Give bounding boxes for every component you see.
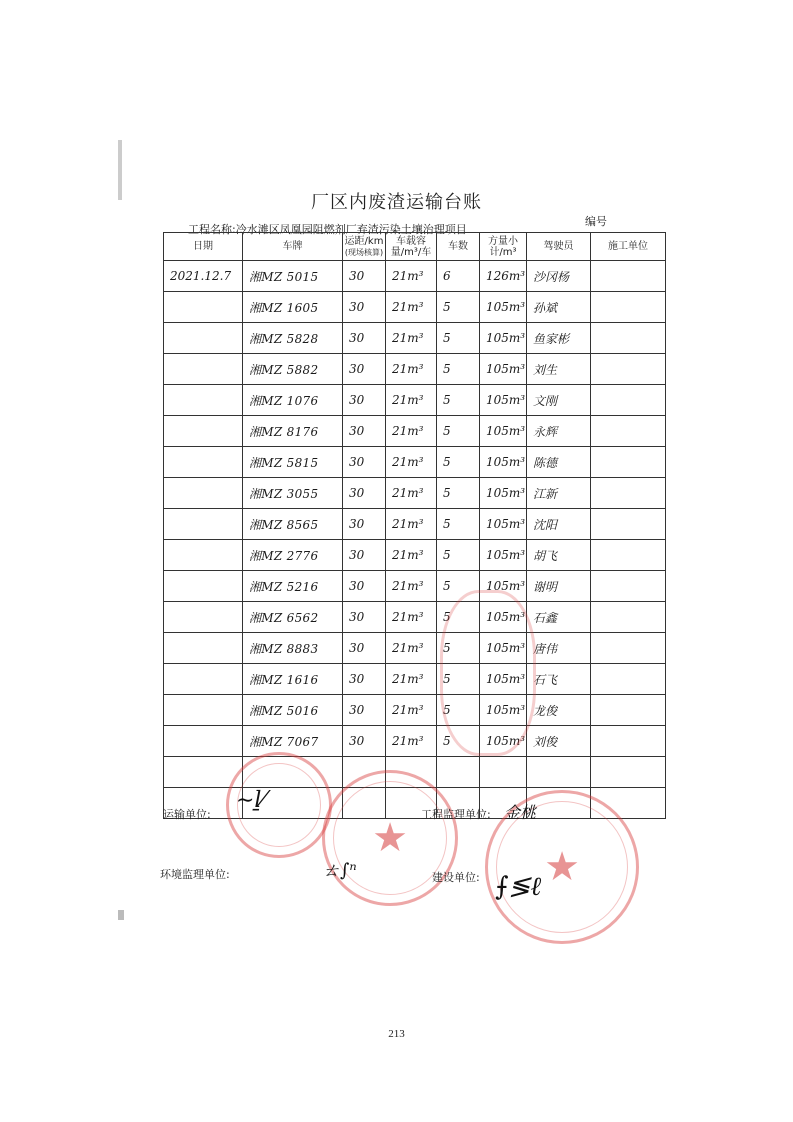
cell-distance: 30 — [343, 323, 386, 354]
cell-driver: 龙俊 — [527, 695, 591, 726]
cell-contractor — [591, 385, 666, 416]
cell-plate: 湘MZ 5216 — [243, 571, 343, 602]
col-header-date: 日期 — [164, 233, 243, 261]
cell-driver — [527, 757, 591, 788]
table-row — [164, 323, 666, 354]
table-row — [164, 261, 666, 292]
cell-plate: 湘MZ 2776 — [243, 540, 343, 571]
cell-date — [164, 292, 243, 323]
col-header-volume: 方量小计/m³ — [480, 233, 527, 261]
cell-contractor — [591, 354, 666, 385]
table-row — [164, 602, 666, 633]
cell-plate: 湘MZ 5828 — [243, 323, 343, 354]
cell-date — [164, 540, 243, 571]
cell-contractor — [591, 571, 666, 602]
cell-capacity: 21m³ — [386, 261, 437, 292]
cell-distance: 30 — [343, 540, 386, 571]
table-row — [164, 385, 666, 416]
cell-capacity: 21m³ — [386, 695, 437, 726]
transport-signature: ∼ḻ⁄ — [236, 788, 266, 813]
cell-capacity: 21m³ — [386, 292, 437, 323]
col-header-capacity: 车载容量/m³/车 — [386, 233, 437, 261]
supervision-unit-label: 工程监理单位: — [421, 808, 491, 821]
cell-contractor — [591, 695, 666, 726]
cell-trips: 5 — [437, 416, 480, 447]
cell-volume: 126m³ — [480, 261, 527, 292]
cell-plate: 湘MZ 5016 — [243, 695, 343, 726]
env-supervision-signature: ㄊ∫ⁿ — [322, 860, 357, 881]
table-row — [164, 292, 666, 323]
cell-capacity: 21m³ — [386, 478, 437, 509]
cell-volume: 105m³ — [480, 447, 527, 478]
transport-unit-label: 运输单位: — [163, 808, 211, 821]
cell-trips: 5 — [437, 571, 480, 602]
cell-distance: 30 — [343, 478, 386, 509]
cell-volume: 105m³ — [480, 602, 527, 633]
cell-trips: 5 — [437, 323, 480, 354]
cell-volume: 105m³ — [480, 292, 527, 323]
cell-date — [164, 509, 243, 540]
cell-driver: 谢明 — [527, 571, 591, 602]
cell-trips: 5 — [437, 633, 480, 664]
table-row — [164, 664, 666, 695]
cell-contractor — [591, 323, 666, 354]
cell-capacity: 21m³ — [386, 602, 437, 633]
cell-driver: 江新 — [527, 478, 591, 509]
cell-driver: 唐伟 — [527, 633, 591, 664]
cell-plate: 湘MZ 1605 — [243, 292, 343, 323]
cell-contractor — [591, 478, 666, 509]
cell-contractor — [591, 726, 666, 757]
cell-date — [164, 354, 243, 385]
col-header-plate: 车牌 — [243, 233, 343, 261]
cell-distance: 30 — [343, 695, 386, 726]
cell-volume: 105m³ — [480, 385, 527, 416]
cell-date — [164, 726, 243, 757]
construction-unit-label: 建设单位: — [432, 871, 480, 884]
table-row — [164, 509, 666, 540]
serial-label: 编号 — [585, 215, 607, 228]
table-row — [164, 540, 666, 571]
cell-contractor — [591, 261, 666, 292]
cell-capacity: 21m³ — [386, 726, 437, 757]
cell-trips: 5 — [437, 726, 480, 757]
cell-plate: 湘MZ 8176 — [243, 416, 343, 447]
table-row — [164, 354, 666, 385]
cell-contractor — [591, 292, 666, 323]
cell-driver: 永辉 — [527, 416, 591, 447]
cell-plate: 湘MZ 8883 — [243, 633, 343, 664]
cell-distance: 30 — [343, 261, 386, 292]
cell-capacity: 21m³ — [386, 664, 437, 695]
cell-trips: 5 — [437, 478, 480, 509]
cell-distance: 30 — [343, 447, 386, 478]
cell-distance: 30 — [343, 602, 386, 633]
cell-contractor — [591, 509, 666, 540]
cell-plate: 湘MZ 6562 — [243, 602, 343, 633]
cell-date — [164, 664, 243, 695]
cell-distance: 30 — [343, 633, 386, 664]
cell-date — [164, 416, 243, 447]
cell-trips: 6 — [437, 261, 480, 292]
cell-capacity: 21m³ — [386, 540, 437, 571]
cell-driver: 沈阳 — [527, 509, 591, 540]
col-header-distance: 运距/km (现场核算) — [343, 233, 386, 261]
cell-distance: 30 — [343, 664, 386, 695]
cell-driver: 刘俊 — [527, 726, 591, 757]
cell-distance: 30 — [343, 509, 386, 540]
cell-distance: 30 — [343, 354, 386, 385]
cell-trips: 5 — [437, 292, 480, 323]
table-row — [164, 726, 666, 757]
cell-contractor — [591, 664, 666, 695]
table-row — [164, 478, 666, 509]
table-row — [164, 633, 666, 664]
cell-plate: 湘MZ 5015 — [243, 261, 343, 292]
cell-date — [164, 385, 243, 416]
cell-capacity: 21m³ — [386, 416, 437, 447]
cell-trips: 5 — [437, 664, 480, 695]
cell-date — [164, 323, 243, 354]
cell-volume — [480, 757, 527, 788]
col-header-driver: 驾驶员 — [527, 233, 591, 261]
cell-date: 2021.12.7 — [164, 261, 243, 292]
cell-distance: 30 — [343, 726, 386, 757]
table-row — [164, 695, 666, 726]
cell-contractor — [591, 602, 666, 633]
project-name: 冷水滩区凤凰园阻燃剂厂弃渣污染土壤治理项目 — [235, 223, 467, 236]
cell-driver: 沙冈杨 — [527, 261, 591, 292]
cell-contractor — [591, 447, 666, 478]
cell-trips: 5 — [437, 385, 480, 416]
cell-trips: 5 — [437, 695, 480, 726]
cell-driver: 文刚 — [527, 385, 591, 416]
table-header-row — [164, 233, 666, 261]
cell-capacity: 21m³ — [386, 509, 437, 540]
table-row — [164, 447, 666, 478]
cell-capacity: 21m³ — [386, 571, 437, 602]
cell-trips: 5 — [437, 509, 480, 540]
cell-distance: 30 — [343, 571, 386, 602]
cell-trips: 5 — [437, 447, 480, 478]
construction-signature: ⨍≶ℓ — [495, 872, 542, 902]
page-number: 213 — [388, 1028, 405, 1040]
cell-distance: 30 — [343, 385, 386, 416]
scan-edge-mark — [118, 910, 124, 920]
cell-plate: 湘MZ 7067 — [243, 726, 343, 757]
cell-driver: 石飞 — [527, 664, 591, 695]
cell-plate: 湘MZ 8565 — [243, 509, 343, 540]
cell-date — [164, 447, 243, 478]
cell-plate: 湘MZ 3055 — [243, 478, 343, 509]
cell-trips: 5 — [437, 540, 480, 571]
cell-volume: 105m³ — [480, 571, 527, 602]
cell-date — [164, 602, 243, 633]
cell-volume: 105m³ — [480, 509, 527, 540]
cell-volume: 105m³ — [480, 323, 527, 354]
cell-date — [164, 478, 243, 509]
cell-date — [164, 633, 243, 664]
col-header-trips: 车数 — [437, 233, 480, 261]
page-title: 厂区内废渣运输台账 — [311, 192, 482, 213]
cell-capacity: 21m³ — [386, 354, 437, 385]
cell-volume: 105m³ — [480, 695, 527, 726]
cell-distance: 30 — [343, 416, 386, 447]
cell-plate: 湘MZ 1076 — [243, 385, 343, 416]
transport-ledger-table — [163, 232, 666, 819]
company-seal-center: ★ — [322, 770, 458, 906]
cell-contractor — [591, 757, 666, 788]
cell-volume: 105m³ — [480, 726, 527, 757]
cell-capacity: 21m³ — [386, 323, 437, 354]
cell-driver: 石鑫 — [527, 602, 591, 633]
cell-driver: 孙斌 — [527, 292, 591, 323]
cell-volume: 105m³ — [480, 354, 527, 385]
cell-volume: 105m³ — [480, 540, 527, 571]
col-header-contractor: 施工单位 — [591, 233, 666, 261]
cell-plate: 湘MZ 5815 — [243, 447, 343, 478]
cell-volume: 105m³ — [480, 633, 527, 664]
table-row — [164, 571, 666, 602]
cell-contractor — [591, 633, 666, 664]
cell-volume: 105m³ — [480, 416, 527, 447]
project-label: 工程名称: — [188, 223, 236, 236]
cell-capacity: 21m³ — [386, 633, 437, 664]
cell-distance: 30 — [343, 292, 386, 323]
cell-driver: 胡飞 — [527, 540, 591, 571]
cell-trips — [437, 757, 480, 788]
cell-date — [164, 571, 243, 602]
cell-volume: 105m³ — [480, 478, 527, 509]
cell-plate: 湘MZ 1616 — [243, 664, 343, 695]
cell-driver: 鱼家彬 — [527, 323, 591, 354]
cell-contractor — [591, 540, 666, 571]
cell-plate: 湘MZ 5882 — [243, 354, 343, 385]
cell-driver: 刘生 — [527, 354, 591, 385]
header-note: (现场核算) — [344, 247, 384, 257]
company-seal-right: ★ — [485, 790, 639, 944]
cell-capacity: 21m³ — [386, 385, 437, 416]
cell-contractor — [591, 416, 666, 447]
env-supervision-label: 环境监理单位: — [160, 868, 230, 881]
cell-trips: 5 — [437, 602, 480, 633]
cell-volume: 105m³ — [480, 664, 527, 695]
supervision-signature: 金桃 — [504, 803, 537, 822]
cell-capacity: 21m³ — [386, 447, 437, 478]
cell-date — [164, 695, 243, 726]
table-row — [164, 416, 666, 447]
company-seal-mid — [440, 590, 536, 756]
cell-driver: 陈德 — [527, 447, 591, 478]
cell-trips: 5 — [437, 354, 480, 385]
